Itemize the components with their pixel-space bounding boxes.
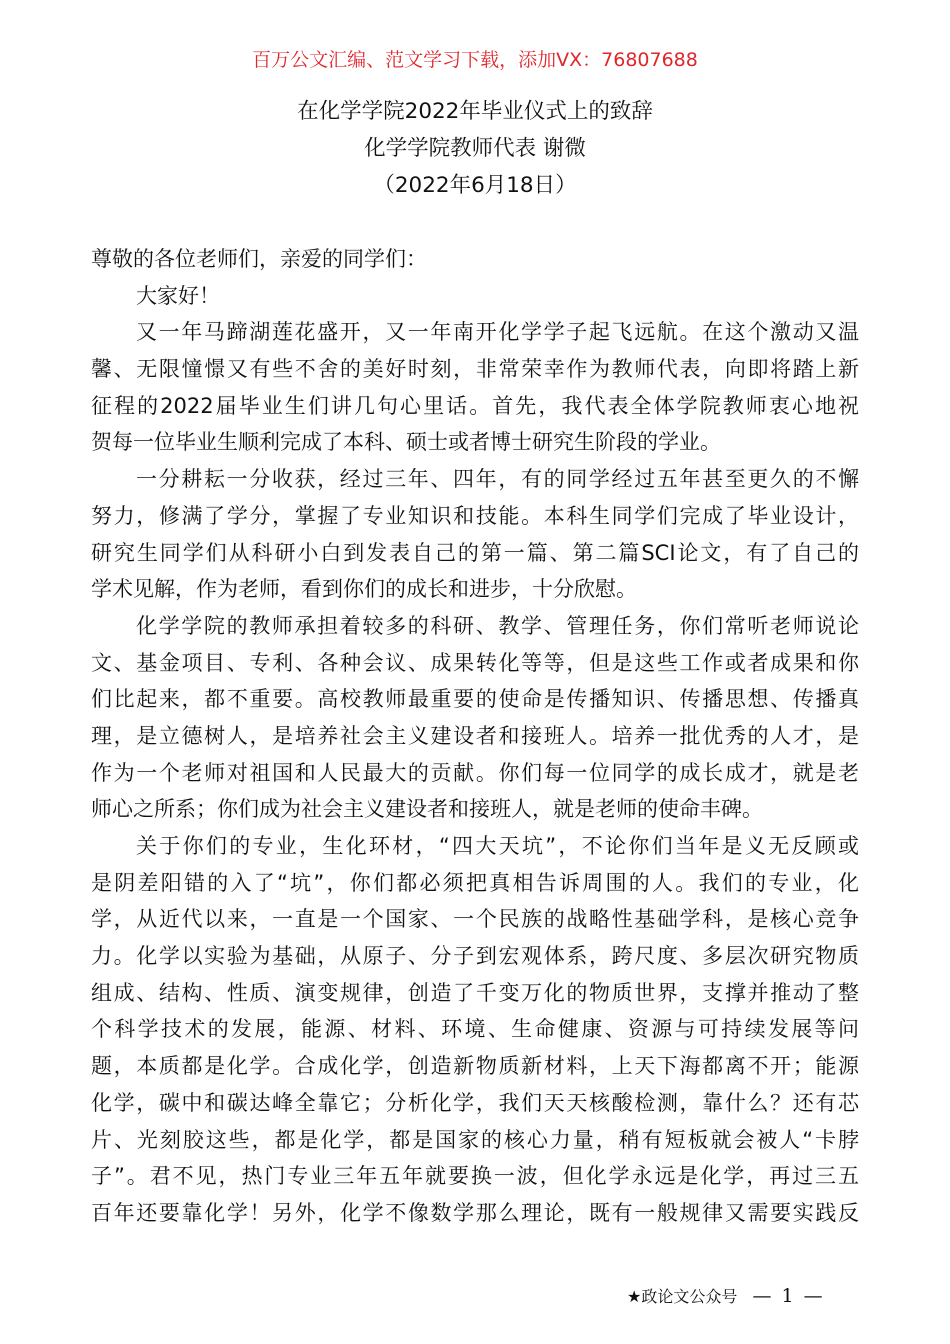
paragraph-line: 化学学院的教师承担着较多的科研、教学、管理任务，你们常听老师说论 [136, 613, 859, 638]
paragraph-line: 题，本质都是化学。合成化学，创造新物质新材料，上天下海都离不开；能源 [91, 1054, 859, 1079]
document-date: （2022年6月18日） [373, 173, 577, 198]
paragraph-line: 组成、结构、性质、演变规律，创造了千变万化的物质世界，支撑并推动了整 [91, 980, 859, 1005]
paragraph-line: 是阴差阳错的入了“坑”，你们都必须把真相告诉周围的人。我们的专业，化 [91, 870, 859, 895]
paragraph-line: 努力，修满了学分，掌握了专业知识和技能。本科生同学们完成了毕业设计， [91, 503, 859, 528]
paragraph-line: 们比起来，都不重要。高校教师最重要的使命是传播知识、传播思想、传播真 [91, 687, 859, 712]
document-title: 在化学学院2022年毕业仪式上的致辞 [297, 99, 653, 124]
paragraph-line: 化学，碳中和碳达峰全靠它；分析化学，我们天天核酸检测，靠什么？还有芯 [91, 1090, 859, 1115]
paragraph-line: 子”。君不见，热门专业三年五年就要换一波，但化学永远是化学，再过三五 [91, 1164, 859, 1189]
paragraph [91, 828, 859, 1232]
paragraph-line: 尊敬的各位老师们，亲爱的同学们： [91, 247, 427, 271]
paragraph-line: 理，是立德树人，是培养社会主义建设者和接班人。培养一批优秀的人才，是 [91, 723, 859, 748]
paragraph-line: 个科学技术的发展，能源、材料、环境、生命健康、资源与可持续发展等问 [91, 1017, 859, 1042]
page-number: — 1 — [752, 1285, 825, 1307]
paragraph-line: 力。化学以实验为基础，从原子、分子到宏观体系，跨尺度、多层次研究物质 [91, 944, 859, 969]
paragraph [91, 278, 859, 315]
paragraph [91, 461, 859, 608]
paragraph-line: 一分耕耘一分收获，经过三年、四年，有的同学经过五年甚至更久的不懈 [136, 467, 859, 492]
paragraph-line: 贺每一位毕业生顺利完成了本科、硕士或者博士研究生阶段的学业。 [91, 430, 721, 455]
paragraph-line: 征程的2022届毕业生们讲几句心里话。首先，我代表全体学院教师衷心地祝 [91, 393, 859, 418]
paragraph [91, 314, 859, 461]
paragraph-line: 作为一个老师对祖国和人民最大的贡献。你们每一位同学的成长成才，就是老 [91, 760, 859, 785]
paragraph-line: 师心之所系；你们成为社会主义建设者和接班人，就是老师的使命丰碑。 [91, 797, 763, 822]
watermark-banner: 百万公文汇编、范文学习下载，添加VX：76807688 [252, 49, 698, 71]
paragraph-line: 文、基金项目、专利、各种会议、成果转化等等，但是这些工作或者成果和你 [91, 650, 859, 675]
paragraph [91, 608, 859, 828]
paragraph-line: 又一年马蹄湖莲花盛开，又一年南开化学学子起飞远航。在这个激动又温 [136, 320, 859, 345]
paragraph-line: 百年还要靠化学！另外，化学不像数学那么理论，既有一般规律又需要实践反 [91, 1200, 859, 1225]
paragraph-line: 馨、无限憧憬又有些不舍的美好时刻，非常荣幸作为教师代表，向即将踏上新 [91, 357, 859, 382]
paragraph-line: 学，从近代以来，一直是一个国家、一个民族的战略性基础学科，是核心竞争 [91, 907, 859, 932]
paragraph-line: 片、光刻胶这些，都是化学，都是国家的核心力量，稍有短板就会被人“卡脖 [91, 1127, 859, 1152]
paragraph-line: 关于你们的专业，生化环材，“四大天坑”，不论你们当年是义无反顾或 [136, 834, 859, 858]
paragraph [91, 241, 859, 278]
paragraph-line: 大家好！ [136, 283, 220, 308]
paragraph-line: 学术见解，作为老师，看到你们的成长和进步，十分欣慰。 [91, 577, 637, 602]
page-footer [627, 1282, 825, 1311]
document-body [91, 241, 859, 1232]
document-author: 化学学院教师代表 谢微 [364, 136, 586, 161]
footer-source: ★政论文公众号 [627, 1287, 738, 1306]
paragraph-line: 研究生同学们从科研小白到发表自己的第一篇、第二篇SCI论文，有了自己的 [91, 540, 859, 565]
